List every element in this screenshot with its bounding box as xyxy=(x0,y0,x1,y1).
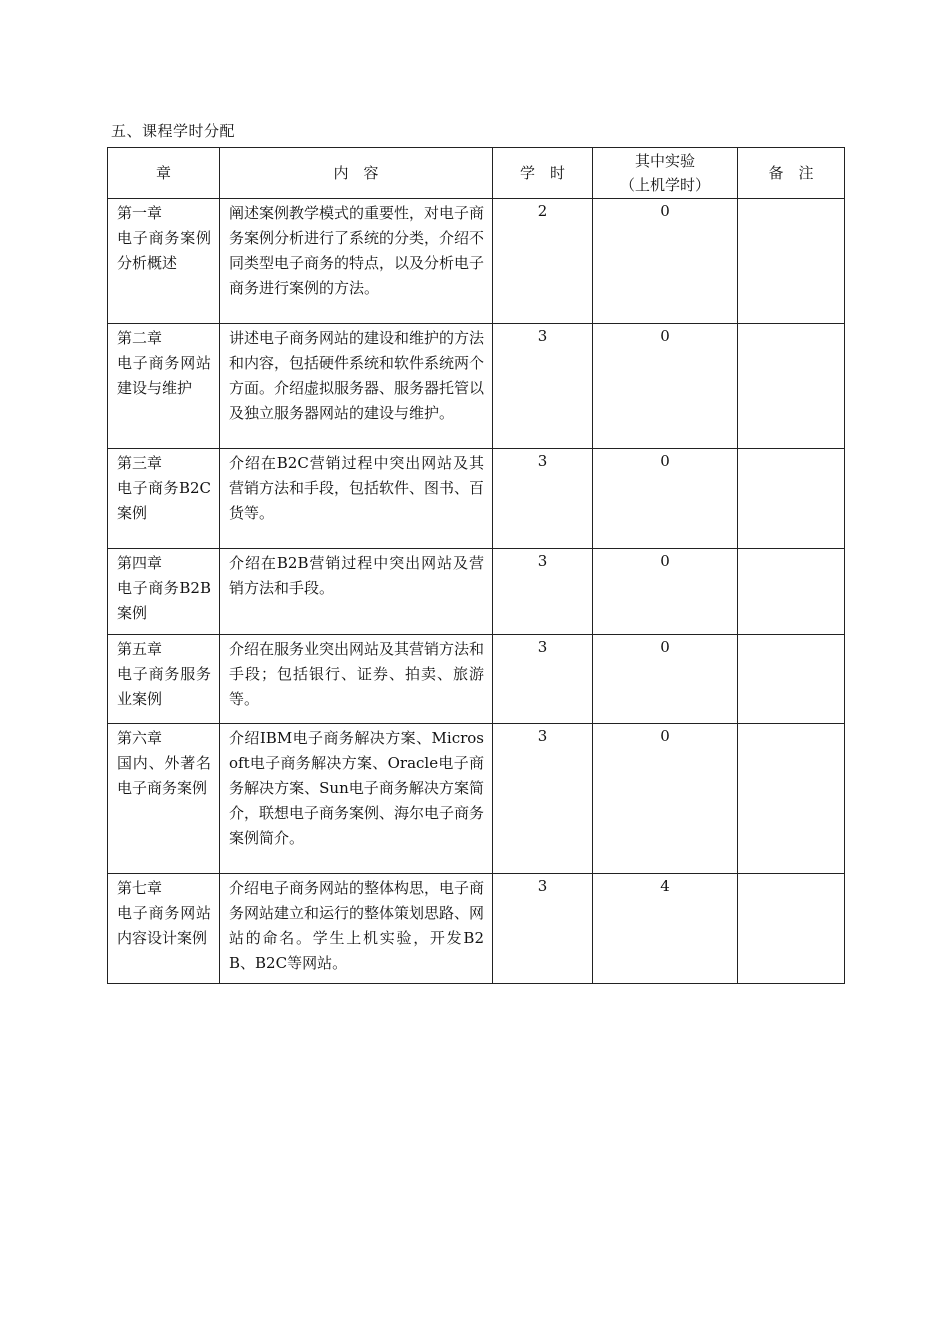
header-content xyxy=(220,148,493,199)
table-row xyxy=(108,635,845,724)
content-cell xyxy=(220,549,493,635)
chapter-number: 第三章 xyxy=(117,454,163,472)
header-note-label: 备 注 xyxy=(768,164,814,182)
chapter-cell xyxy=(108,549,220,635)
note-cell xyxy=(738,874,845,984)
content-text: 阐述案例教学模式的重要性，对电子商务案例分析进行了系统的分类，介绍不同类型电子商务的特点，以及分析电子商务进行案例的方法。 xyxy=(229,204,485,297)
hours-cell: 3 xyxy=(493,324,593,449)
chapter-number: 第六章 xyxy=(117,729,163,747)
content-text: 讲述电子商务网站的建设和维护的方法和内容，包括硬件系统和软件系统两个方面。介绍虚拟服务器、服务器托管以及独立服务器网站的建设与维护。 xyxy=(229,329,485,422)
content-text: 介绍在B2C营销过程中突出网站及其营销方法和手段，包括软件、图书、百货等。 xyxy=(229,454,485,522)
note-cell xyxy=(738,324,845,449)
lab-hours-cell: 0 xyxy=(593,549,738,635)
header-note xyxy=(738,148,845,199)
chapter-cell xyxy=(108,874,220,984)
chapter-title: 电子商务B2C案例 xyxy=(117,479,211,522)
table-row xyxy=(108,549,845,635)
chapter-title: 电子商务网站建设与维护 xyxy=(117,354,211,397)
lab-hours-cell: 0 xyxy=(593,449,738,549)
lab-hours-cell: 0 xyxy=(593,635,738,724)
section-title: 五、课程学时分配 xyxy=(111,122,236,140)
header-lab xyxy=(593,148,738,199)
hours-cell: 2 xyxy=(493,199,593,324)
content-cell xyxy=(220,635,493,724)
chapter-cell xyxy=(108,635,220,724)
table-row xyxy=(108,199,845,324)
table-row xyxy=(108,449,845,549)
chapter-number: 第四章 xyxy=(117,554,163,572)
hours-cell: 3 xyxy=(493,635,593,724)
table-row xyxy=(108,324,845,449)
content-cell xyxy=(220,324,493,449)
chapter-title: 电子商务B2B案例 xyxy=(117,579,211,622)
chapter-cell xyxy=(108,724,220,874)
header-chapter: 章 xyxy=(108,148,220,199)
course-hours-table xyxy=(107,147,845,984)
hours-cell: 3 xyxy=(493,549,593,635)
hours-cell: 3 xyxy=(493,724,593,874)
note-cell xyxy=(738,199,845,324)
lab-hours-cell: 0 xyxy=(593,724,738,874)
table-header-row xyxy=(108,148,845,199)
table-row xyxy=(108,724,845,874)
chapter-number: 第七章 xyxy=(117,879,163,897)
content-text: 介绍IBM电子商务解决方案、Microsoft电子商务解决方案、Oracle电子商务解决方案、Sun电子商务解决方案简介，联想电子商务案例、海尔电子商务案例简介。 xyxy=(229,729,485,847)
chapter-number: 第二章 xyxy=(117,329,163,347)
note-cell xyxy=(738,635,845,724)
header-content-label: 内 容 xyxy=(333,164,379,182)
chapter-title: 国内、外著名电子商务案例 xyxy=(117,754,211,797)
note-cell xyxy=(738,549,845,635)
content-text: 介绍在B2B营销过程中突出网站及营销方法和手段。 xyxy=(229,554,484,597)
chapter-cell xyxy=(108,324,220,449)
content-text: 介绍在服务业突出网站及其营销方法和手段；包括银行、证券、拍卖、旅游等。 xyxy=(229,640,485,708)
note-cell xyxy=(738,724,845,874)
hours-cell: 3 xyxy=(493,874,593,984)
chapter-number: 第一章 xyxy=(117,204,163,222)
lab-hours-cell: 0 xyxy=(593,324,738,449)
note-cell xyxy=(738,449,845,549)
chapter-cell xyxy=(108,199,220,324)
header-hours xyxy=(493,148,593,199)
header-lab-line1: 其中实验 xyxy=(634,152,695,170)
content-cell xyxy=(220,874,493,984)
content-cell xyxy=(220,449,493,549)
header-hours-label: 学 时 xyxy=(519,164,565,182)
lab-hours-cell: 4 xyxy=(593,874,738,984)
chapter-title: 电子商务案例分析概述 xyxy=(117,229,211,272)
table-row xyxy=(108,874,845,984)
chapter-cell xyxy=(108,449,220,549)
content-cell xyxy=(220,724,493,874)
header-lab-line2: （上机学时） xyxy=(619,176,710,194)
chapter-title: 电子商务服务业案例 xyxy=(117,665,211,708)
lab-hours-cell: 0 xyxy=(593,199,738,324)
hours-cell: 3 xyxy=(493,449,593,549)
chapter-number: 第五章 xyxy=(117,640,163,658)
content-cell xyxy=(220,199,493,324)
chapter-title: 电子商务网站内容设计案例 xyxy=(117,904,211,947)
content-text: 介绍电子商务网站的整体构思，电子商务网站建立和运行的整体策划思路、网站的命名。学生上机实验，开发B2B、B2C等网站。 xyxy=(229,879,485,972)
